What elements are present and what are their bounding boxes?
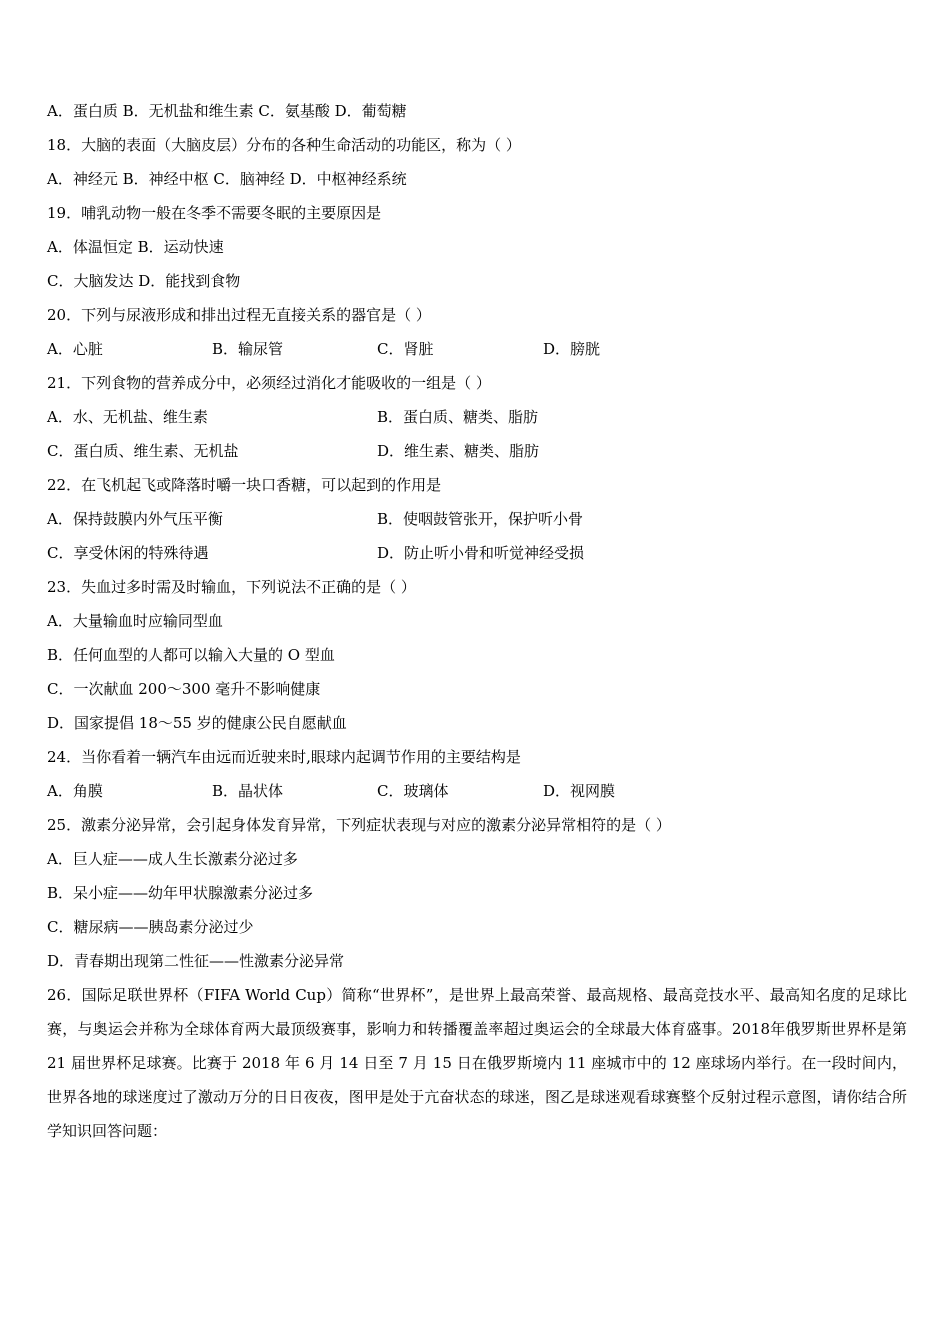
q25-option-b: B．呆小症——幼年甲状腺激素分泌过多	[47, 884, 314, 902]
q20-stem: 20．下列与尿液形成和排出过程无直接关系的器官是（ ）	[47, 306, 431, 324]
q25-option-a: A．巨人症——成人生长激素分泌过多	[47, 850, 298, 868]
q24-stem: 24．当你看着一辆汽车由远而近驶来时,眼球内起调节作用的主要结构是	[47, 748, 521, 766]
q22-stem: 22．在飞机起飞或降落时嚼一块口香糖，可以起到的作用是	[47, 476, 442, 494]
q19-stem: 19．哺乳动物一般在冬季不需要冬眠的主要原因是	[47, 204, 382, 222]
q24-option-a: A．角膜	[47, 782, 103, 800]
q22-option-d: D．防止听小骨和听觉神经受损	[377, 544, 585, 562]
q25-option-d: D．青春期出现第二性征——性激素分泌异常	[47, 952, 345, 970]
q19-options-ab: A．体温恒定 B．运动快速	[47, 238, 224, 256]
q21-stem: 21．下列食物的营养成分中，必须经过消化才能吸收的一组是（ ）	[47, 374, 491, 392]
q20-option-d: D．膀胱	[543, 340, 601, 358]
q22-option-a: A．保持鼓膜内外气压平衡	[47, 510, 223, 528]
q21-option-a: A．水、无机盐、维生素	[47, 408, 208, 426]
q18-options: A．神经元 B．神经中枢 C．脑神经 D．中枢神经系统	[47, 170, 407, 188]
q20-option-c: C．肾脏	[377, 340, 434, 358]
q22-option-c: C．享受休闲的特殊待遇	[47, 544, 209, 562]
q21-option-d: D．维生素、糖类、脂肪	[377, 442, 540, 460]
q23-option-a: A．大量输血时应输同型血	[47, 612, 223, 630]
q20-option-a: A．心脏	[47, 340, 103, 358]
q23-option-c: C．一次献血 200～300 毫升不影响健康	[47, 680, 321, 698]
q23-stem: 23．失血过多时需及时输血，下列说法不正确的是（ ）	[47, 578, 416, 596]
q25-option-c: C．糖尿病——胰岛素分泌过少	[47, 918, 254, 936]
q23-option-b: B．任何血型的人都可以输入大量的 O 型血	[47, 646, 335, 664]
q21-option-c: C．蛋白质、维生素、无机盐	[47, 442, 239, 460]
q18-stem: 18．大脑的表面（大脑皮层）分布的各种生命活动的功能区，称为（ ）	[47, 136, 521, 154]
q17-options: A．蛋白质 B．无机盐和维生素 C．氨基酸 D．葡萄糖	[47, 102, 407, 120]
q24-option-b: B．晶状体	[212, 782, 284, 800]
q21-option-b: B．蛋白质、糖类、脂肪	[377, 408, 539, 426]
q20-option-b: B．输尿管	[212, 340, 284, 358]
q24-option-c: C．玻璃体	[377, 782, 449, 800]
q25-stem: 25．激素分泌异常，会引起身体发育异常，下列症状表现与对应的激素分泌异常相符的是（ ）	[47, 816, 671, 834]
q19-options-cd: C．大脑发达 D．能找到食物	[47, 272, 241, 290]
q24-option-d: D．视网膜	[543, 782, 616, 800]
q23-option-d: D．国家提倡 18～55 岁的健康公民自愿献血	[47, 714, 347, 732]
q26-paragraph: 26．国际足联世界杯（FIFA World Cup）简称“世界杯”，是世界上最高荣誉、最高规格、最高竞技水平、最高知名度的足球比赛，与奥运会并称为全球体育两大最顶级赛事，影响力和转播覆盖率超过奥运会的全球最大体育盛事。2018年俄罗斯世界杯是第 21 届世界杯足球赛。比赛于 2018 年 6 月 14 日至 7 月 15 日在俄罗斯境内 11 座城市中的 12 座球场内举行。在一段时间内，世界各地的球迷度过了激动万分的日日夜夜，图甲是处于亢奋状态的球迷，图乙是球迷观看球赛整个反射过程示意图，请你结合所学知识回答问题：	[47, 986, 907, 1140]
q22-option-b: B．使咽鼓管张开，保护听小骨	[377, 510, 584, 528]
